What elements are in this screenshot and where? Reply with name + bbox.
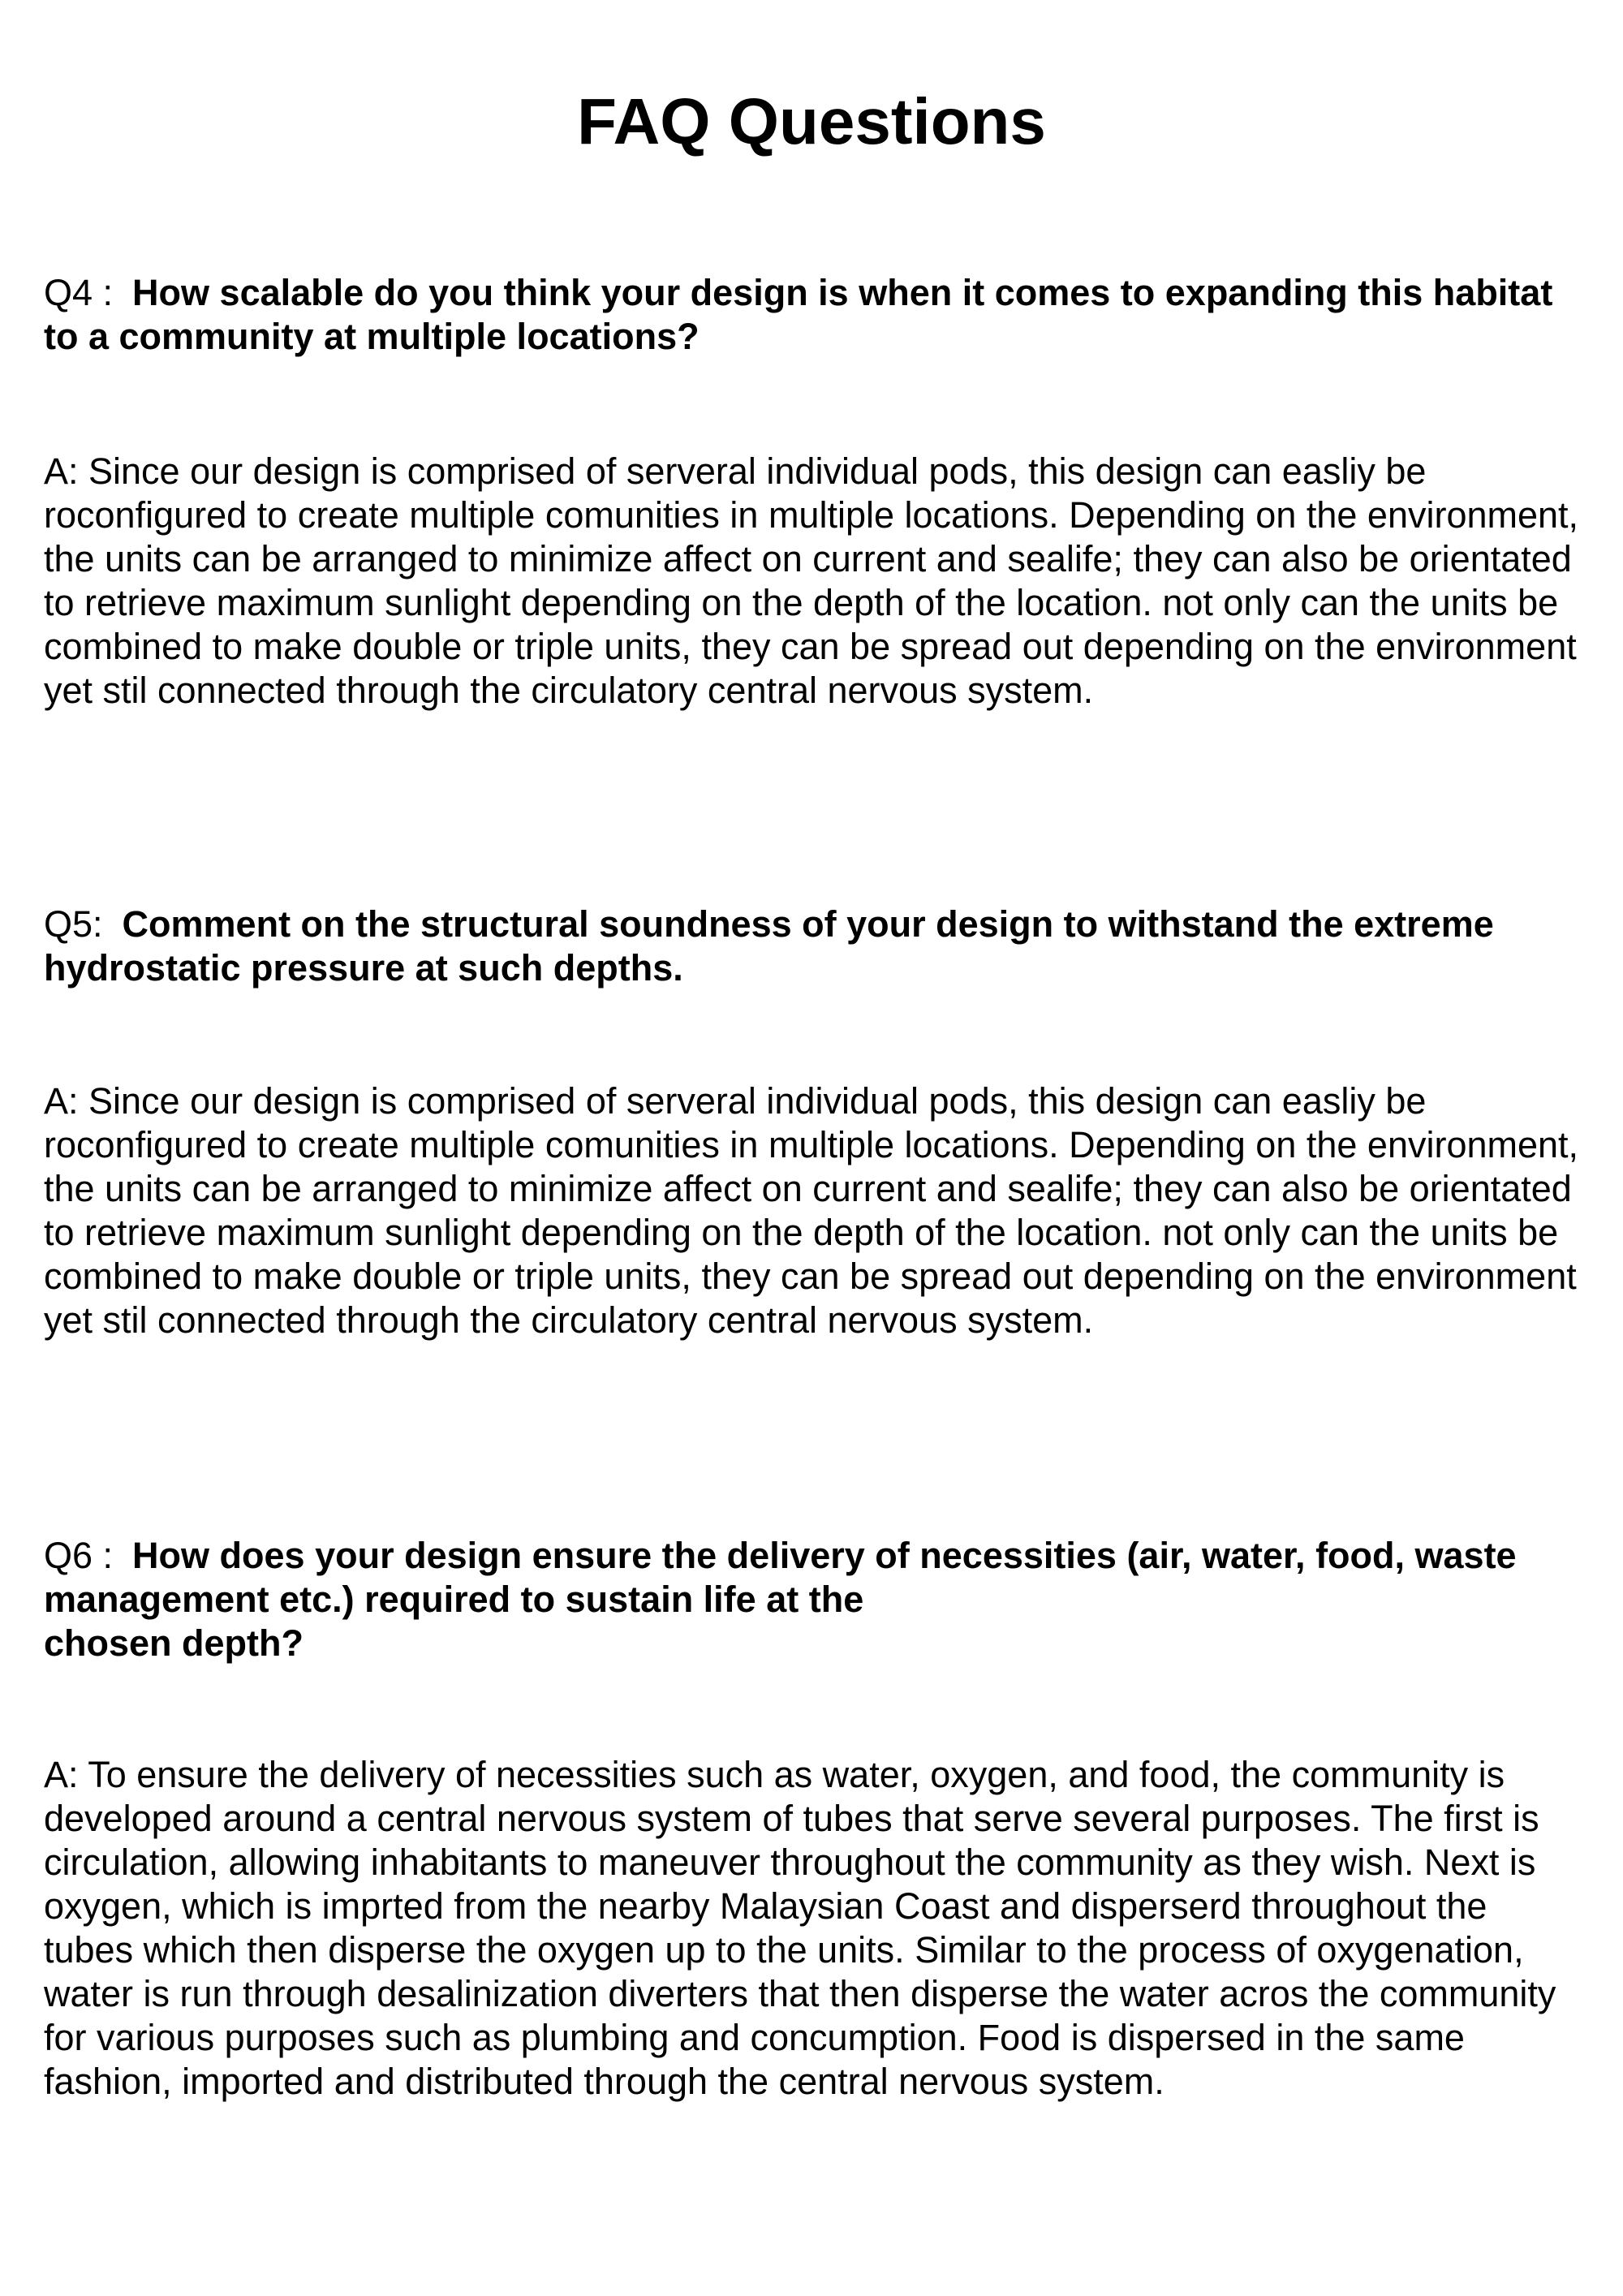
faq-answer-q5: A: Since our design is comprised of serveral individual pods, this design can easliy be roconfigured to create multiple comunities in multiple locations. Depending on the environment, the units can be arranged to minimize affect on current and sealife; they can also be orientated to retrieve maximum sunlight depending on the depth of the location. not only can the units be combined to make double or triple units, they can be spread out depending on the environment yet stil connected through the circulatory central nervous system. xyxy=(44,1080,1579,1341)
question-text-line1: How does your design ensure the delivery of necessities (air, water, food, waste management etc.) required to sustain life at the xyxy=(44,1535,1517,1620)
question-text: How scalable do you think your design is when it comes to expanding this habitat to a community at multiple locations? xyxy=(44,272,1553,357)
page-title: FAQ Questions xyxy=(577,85,1046,157)
faq-question-q4 xyxy=(44,271,1586,359)
faq-answer-q6: A: To ensure the delivery of necessities such as water, oxygen, and food, the community is developed around a central nervous system of tubes that serve several purposes. The first is circulation, allowing inhabitants to maneuver throughout the community as they wish. Next is oxygen, which is imprted from the nearby Malaysian Coast and disperserd throughout the tubes which then disperse the oxygen up to the units. Similar to the process of oxygenation, water is run through desalinization diverters that then disperse the water acros the community for various purposes such as plumbing and concumption. Food is dispersed in the same fashion, imported and distributed through the central nervous system. xyxy=(44,1754,1556,2102)
faq-answer-q4: A: Since our design is comprised of serveral individual pods, this design can easliy be roconfigured to create multiple comunities in multiple locations. Depending on the environment, the units can be arranged to minimize affect on current and sealife; they can also be orientated to retrieve maximum sunlight depending on the depth of the location. not only can the units be combined to make double or triple units, they can be spread out depending on the environment yet stil connected through the circulatory central nervous system. xyxy=(44,450,1579,711)
question-number: Q6 : xyxy=(44,1535,114,1576)
question-number: Q4 : xyxy=(44,272,114,313)
question-text-line2: chosen depth? xyxy=(44,1622,304,1664)
faq-question-q6 xyxy=(44,1534,1586,1665)
question-text: Comment on the structural soundness of your design to withstand the extreme hydrostatic pressure at such depths. xyxy=(44,903,1494,989)
faq-question-q5 xyxy=(44,902,1586,990)
question-number: Q5: xyxy=(44,903,103,945)
